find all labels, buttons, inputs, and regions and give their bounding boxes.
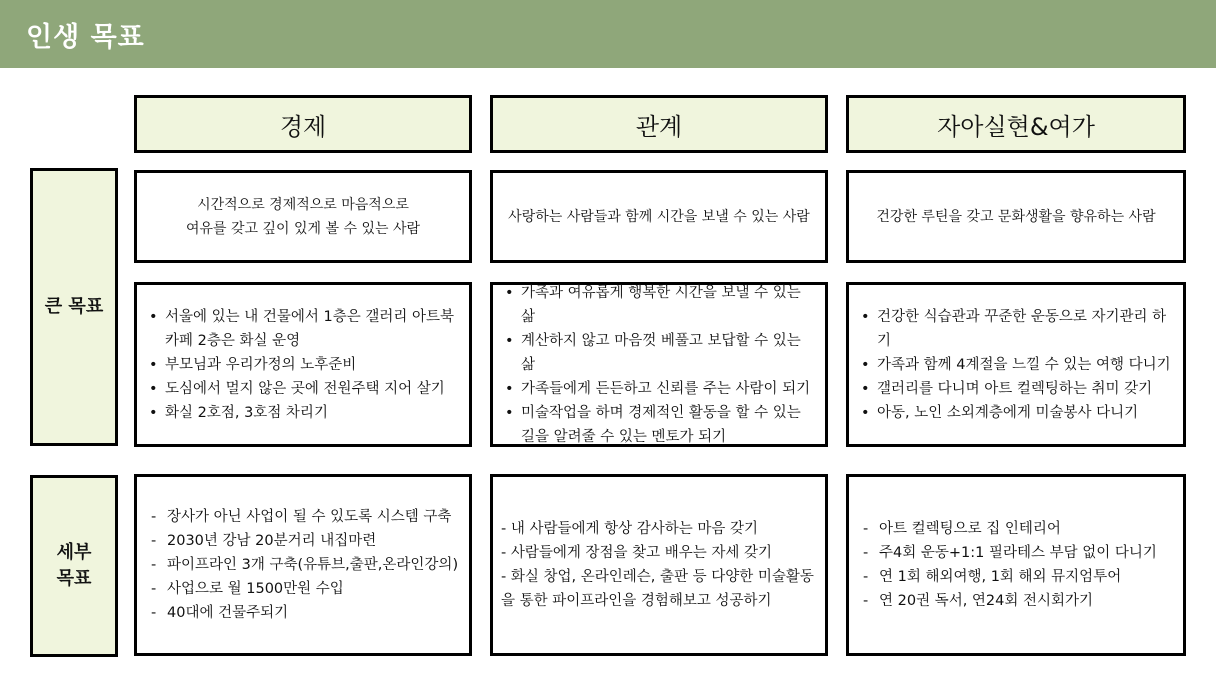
list-item: - 내 사람들에게 항상 감사하는 마음 갖기 (501, 521, 758, 537)
dash-list (145, 505, 459, 625)
list-item: • 아동, 노인 소외계층에게 미술봉사 다니기 (857, 401, 1173, 425)
list-item: • 가족과 여유롭게 행복한 시간을 보낼 수 있는 삶 (501, 281, 815, 329)
list-item: • 가족들에게 든든하고 신뢰를 주는 사람이 되기 (501, 377, 815, 401)
list-item: • 가족과 함께 4계절을 느낄 수 있는 여행 다니기 (857, 353, 1173, 377)
big-goals-economy (134, 282, 472, 447)
column-header-self-realization (846, 95, 1186, 153)
column-header-label: 경제 (279, 112, 327, 141)
column-header-label: 자아실현&여가 (937, 112, 1095, 141)
column-header-label: 관계 (635, 112, 683, 141)
list-item: • 부모님과 우리가정의 노후준비 (145, 353, 459, 377)
row-header-label-line1: 세부 (56, 542, 92, 563)
list-item: - 주4회 운동+1:1 필라테스 부담 없이 다니기 (857, 541, 1173, 565)
list-item: - 사업으로 월 1500만원 수입 (145, 577, 459, 601)
list-item: - 장사가 아닌 사업이 될 수 있도록 시스템 구축 (145, 505, 459, 529)
list-item: • 도심에서 멀지 않은 곳에 전원주택 지어 살기 (145, 377, 459, 401)
dash-list (857, 517, 1173, 613)
column-header-relationships (490, 95, 828, 153)
list-item: - 사람들에게 장점을 찾고 배우는 자세 갖기 (501, 545, 773, 561)
list-item: - 40대에 건물주되기 (145, 601, 459, 625)
detail-goals-relationships (490, 474, 828, 656)
row-header-label: 큰 목표 (44, 296, 104, 317)
summary-relationships (490, 170, 828, 263)
big-goals-self-realization (846, 282, 1186, 447)
bullet-list (857, 305, 1173, 425)
row-header-big-goal (30, 168, 118, 446)
summary-line: 건강한 루틴을 갖고 문화생활을 향유하는 사람 (876, 208, 1156, 225)
list-item: - 파이프라인 3개 구축(유튜브,출판,온라인강의) (145, 553, 459, 577)
title-bar (0, 0, 1216, 68)
row-header-detail-goal (30, 475, 118, 657)
summary-economy (134, 170, 472, 263)
list-item: • 서울에 있는 내 건물에서 1층은 갤러리 아트북 카페 2층은 화실 운영 (145, 305, 459, 353)
list-item: • 화실 2호점, 3호점 차리기 (145, 401, 459, 425)
list-item: • 갤러리를 다니며 아트 컬렉팅하는 취미 갖기 (857, 377, 1173, 401)
list-item: - 2030년 강남 20분거리 내집마련 (145, 529, 459, 553)
bullet-list (145, 305, 459, 425)
summary-line: 사랑하는 사람들과 함께 시간을 보낼 수 있는 사람 (508, 208, 810, 225)
detail-goals-economy (134, 474, 472, 656)
row-header-label-line2: 목표 (56, 568, 92, 589)
page-title: 인생 목표 (26, 22, 145, 53)
list-item: - 화실 창업, 온라인레슨, 출판 등 다양한 미술활동을 통한 파이프라인을 경험해보고 성공하기 (501, 569, 814, 609)
plain-list (501, 517, 815, 613)
summary-line: 시간적으로 경제적으로 마음적으로 (197, 196, 409, 213)
summary-line: 여유를 갖고 깊이 있게 볼 수 있는 사람 (185, 220, 420, 237)
list-item: • 계산하지 않고 마음껏 베풀고 보답할 수 있는 삶 (501, 329, 815, 377)
summary-self-realization (846, 170, 1186, 263)
big-goals-relationships (490, 282, 828, 447)
bullet-list (501, 281, 815, 449)
detail-goals-self-realization (846, 474, 1186, 656)
list-item: - 아트 컬렉팅으로 집 인테리어 (857, 517, 1173, 541)
list-item: • 미술작업을 하며 경제적인 활동을 할 수 있는 길을 알려줄 수 있는 멘토가 되기 (501, 401, 815, 449)
column-header-economy (134, 95, 472, 153)
list-item: • 건강한 식습관과 꾸준한 운동으로 자기관리 하기 (857, 305, 1173, 353)
list-item: - 연 20권 독서, 연24회 전시회가기 (857, 589, 1173, 613)
list-item: - 연 1회 해외여행, 1회 해외 뮤지엄투어 (857, 565, 1173, 589)
